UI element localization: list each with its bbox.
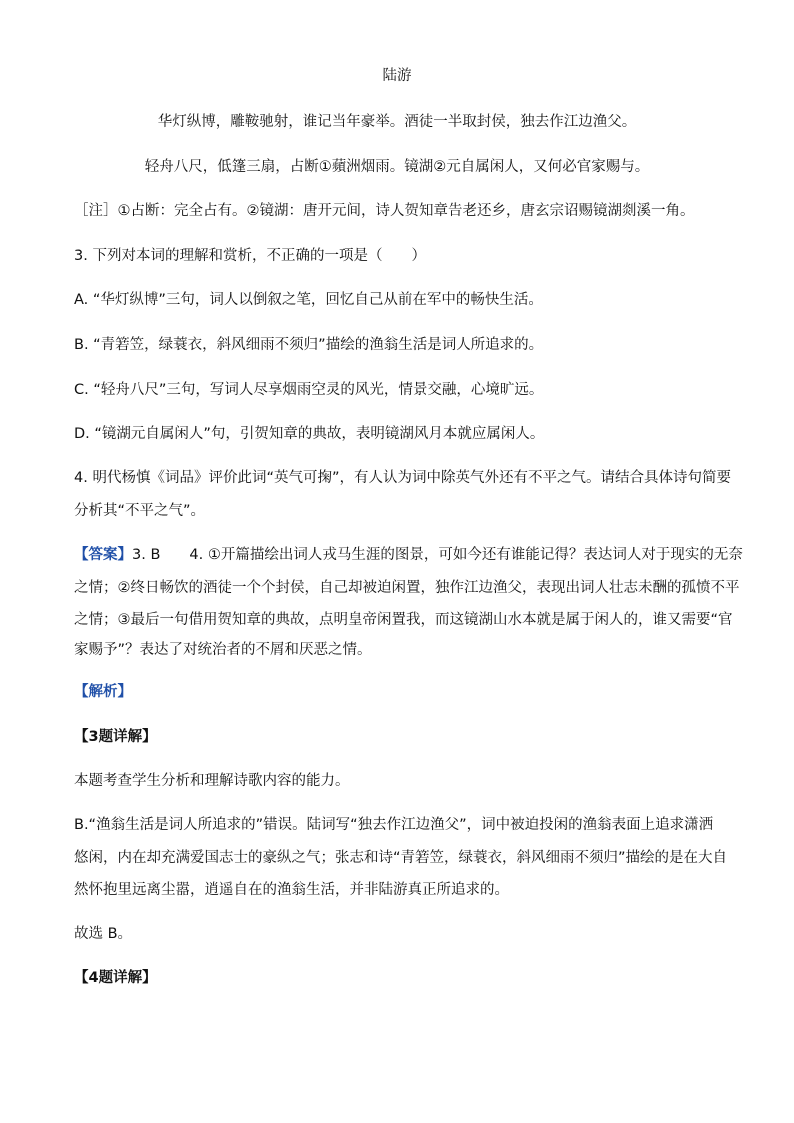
question-3-option-c: C. “轻舟八尺”三句，写词人尽享烟雨空灵的风光，情景交融，心境旷远。	[74, 382, 544, 398]
explanation-b-line-2: 悠闲，内在却充满爱国志士的豪纵之气；张志和诗“青箬笠，绿蓑衣，斜风细雨不须归”描绘的是在大自	[74, 850, 728, 866]
question-3-option-b: B. “青箬笠，绿蓑衣，斜风细雨不须归”描绘的渔翁生活是词人所追求的。	[74, 337, 544, 353]
question-3-stem: 3. 下列对本词的理解和赏析，不正确的一项是（ ）	[74, 248, 426, 264]
question-3-option-d: D. “镜湖元自属闲人”句，引贺知章的典故，表明镜湖风月本就应属闲人。	[74, 426, 545, 442]
answer-line-4: 家赐予”？表达了对统治者的不屑和厌恶之情。	[74, 642, 372, 658]
answer-label: 【答案】	[74, 547, 132, 563]
poem-line-1: 华灯纵博，雕鞍驰射，谁记当年豪举。酒徒一半取封侯，独去作江边渔父。	[157, 114, 637, 130]
poem-title: 陆游	[382, 68, 412, 84]
detail-3-label: 【3题详解】	[74, 729, 157, 745]
answer-line-2: 之情；②终日畅饮的酒徒一个个封侯，自己却被迫闲置，独作江边渔父，表现出词人壮志未酬的孤愤不平	[74, 580, 740, 596]
detail-3-text: 本题考查学生分析和理解诗歌内容的能力。	[74, 773, 350, 789]
question-4-stem-line-1: 4. 明代杨慎《词品》评价此词“英气可掬”，有人认为词中除英气外还有不平之气。请结合具体诗句简要	[74, 470, 731, 486]
explanation-b-line-1: B.“渔翁生活是词人所追求的”错误。陆词写“独去作江边渔父”，词中被迫投闲的渔翁表面上追求潇洒	[74, 817, 714, 833]
answer-line-3: 之情；③最后一句借用贺知章的典故，点明皇帝闲置我，而这镜湖山水本就是属于闲人的，谁又需要“官	[74, 612, 733, 628]
explanation-b-line-3: 然怀抱里远离尘嚣，逍遥自在的渔翁生活，并非陆游真正所追求的。	[74, 882, 509, 898]
poem-note: ［注］①占断：完全占有。②镜湖：唐开元间，诗人贺知章告老还乡，唐玄宗诏赐镜湖剡溪一角。	[74, 203, 695, 219]
poem-line-2: 轻舟八尺，低篷三扇，占断①蘋洲烟雨。镜湖②元自属闲人，又何必官家赐与。	[144, 159, 650, 175]
answer-text-1: 3. B 4. ①开篇描绘出词人戎马生涯的图景，可如今还有谁能记得？表达词人对于现实的无奈	[132, 547, 743, 563]
analysis-label: 【解析】	[74, 684, 132, 700]
question-4-stem-line-2: 分析其“不平之气”。	[74, 503, 206, 519]
question-3-option-a: A. “华灯纵博”三句，词人以倒叙之笔，回忆自己从前在军中的畅快生活。	[74, 292, 543, 308]
choose-answer: 故选 B。	[74, 926, 133, 942]
detail-4-label: 【4题详解】	[74, 970, 157, 986]
answer-line-1	[74, 545, 743, 565]
